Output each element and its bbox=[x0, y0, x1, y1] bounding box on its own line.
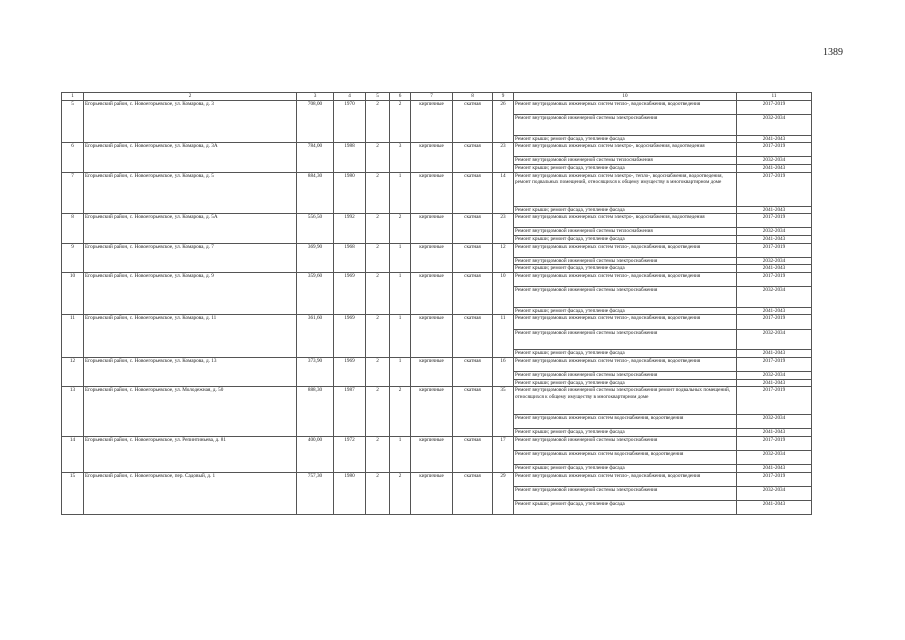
work-period-cell: 2041-2043 bbox=[737, 164, 812, 172]
table-row bbox=[62, 214, 812, 228]
header-cell: 2 bbox=[84, 93, 297, 101]
entrances-cell: 1 bbox=[390, 272, 411, 315]
address-cell: Егорьевский район, с. Новоегорьевское, ул. Репинтиньева, д. 81 bbox=[84, 436, 297, 472]
work-description-cell: Ремонт внутридомовой инженерной системы теплоснабжения bbox=[514, 157, 737, 165]
roof-type-cell: скатная bbox=[453, 358, 493, 387]
count-cell: 29 bbox=[493, 472, 514, 515]
work-period-cell: 2041-2043 bbox=[737, 135, 812, 143]
header-cell: 4 bbox=[334, 93, 366, 101]
row-number: 10 bbox=[62, 272, 84, 315]
work-description-cell: Ремонт внутридомовой инженерной системы электроснабжения bbox=[514, 372, 737, 380]
work-description-cell: Ремонт крыши; ремонт фасада, утепление фасада bbox=[514, 500, 737, 514]
year-cell: 1972 bbox=[334, 436, 366, 472]
table-row bbox=[62, 436, 812, 450]
row-number: 14 bbox=[62, 436, 84, 472]
table-row bbox=[62, 143, 812, 157]
table-row bbox=[62, 315, 812, 329]
area-cell: 757,30 bbox=[297, 472, 334, 515]
work-period-cell: 2017-2019 bbox=[737, 315, 812, 329]
work-period-cell: 2041-2043 bbox=[737, 500, 812, 514]
page-number: 1389 bbox=[823, 47, 843, 58]
entrances-cell: 1 bbox=[390, 358, 411, 387]
work-period-cell: 2041-2043 bbox=[737, 265, 812, 273]
roof-type-cell: скатная bbox=[453, 243, 493, 272]
work-description-cell: Ремонт внутридомовых инженерных систем тепло-, водоснабжения, водоотведения bbox=[514, 315, 737, 329]
work-description-cell: Ремонт внутридомовых инженерных систем электро-, тепло-, водоснабжения, водоотведения, ремонт подвальных помещений, относящихся к общему имуществу в многоквартирном доме bbox=[514, 172, 737, 206]
area-cell: 884,30 bbox=[297, 172, 334, 214]
work-period-cell: 2017-2019 bbox=[737, 172, 812, 206]
header-row bbox=[62, 93, 812, 101]
count-cell: 17 bbox=[493, 436, 514, 472]
header-cell: 5 bbox=[366, 93, 390, 101]
work-description-cell: Ремонт крыши; ремонт фасада, утепление фасада bbox=[514, 206, 737, 214]
work-description-cell: Ремонт крыши; ремонт фасада, утепление фасада bbox=[514, 464, 737, 472]
year-cell: 1969 bbox=[334, 315, 366, 358]
address-cell: Егорьевский район, с. Новоегорьевское, ул. Комарова, д. 3 bbox=[84, 100, 297, 143]
work-description-cell: Ремонт крыши; ремонт фасада, утепление фасада bbox=[514, 135, 737, 143]
work-description-cell: Ремонт крыши; ремонт фасада, утепление фасада bbox=[514, 350, 737, 358]
work-description-cell: Ремонт крыши; ремонт фасада, утепление фасада bbox=[514, 235, 737, 243]
work-period-cell: 2032-2034 bbox=[737, 486, 812, 500]
work-description-cell: Ремонт внутридомовых инженерных систем электро-, водоснабжения, водоотведения bbox=[514, 214, 737, 228]
row-number: 13 bbox=[62, 387, 84, 436]
table-row bbox=[62, 387, 812, 414]
count-cell: 23 bbox=[493, 143, 514, 172]
work-description-cell: Ремонт внутридомовой инженерной системы электроснабжения bbox=[514, 436, 737, 450]
roof-type-cell: скатная bbox=[453, 214, 493, 243]
floors-cell: 2 bbox=[366, 100, 390, 143]
area-cell: 369,90 bbox=[297, 243, 334, 272]
area-cell: 784,00 bbox=[297, 143, 334, 172]
walls-material-cell: кирпичные bbox=[411, 214, 453, 243]
table-row bbox=[62, 272, 812, 286]
area-cell: 556,50 bbox=[297, 214, 334, 243]
work-description-cell: Ремонт крыши; ремонт фасада, утепление фасада bbox=[514, 307, 737, 315]
work-period-cell: 2032-2034 bbox=[737, 450, 812, 464]
work-description-cell: Ремонт внутридомовых инженерных систем электро-, водоснабжения, водоотведения bbox=[514, 143, 737, 157]
roof-type-cell: скатная bbox=[453, 172, 493, 214]
year-cell: 1988 bbox=[334, 143, 366, 172]
work-period-cell: 2041-2043 bbox=[737, 350, 812, 358]
table-row bbox=[62, 243, 812, 257]
walls-material-cell: кирпичные bbox=[411, 436, 453, 472]
entrances-cell: 1 bbox=[390, 243, 411, 272]
row-number: 12 bbox=[62, 358, 84, 387]
address-cell: Егорьевский район, с. Новоегорьевское, ул. Комарова, д. 9 bbox=[84, 272, 297, 315]
work-period-cell: 2032-2034 bbox=[737, 414, 812, 428]
area-cell: 359,60 bbox=[297, 272, 334, 315]
work-period-cell: 2032-2034 bbox=[737, 257, 812, 265]
work-description-cell: Ремонт внутридомовых инженерных систем водоснабжения, водоотведения bbox=[514, 450, 737, 464]
address-cell: Егорьевский район, с. Новоегорьевское, ул. Комарова, д. 7 bbox=[84, 243, 297, 272]
floors-cell: 2 bbox=[366, 214, 390, 243]
row-number: 11 bbox=[62, 315, 84, 358]
work-period-cell: 2041-2043 bbox=[737, 206, 812, 214]
work-description-cell: Ремонт внутридомовых инженерных систем тепло-, водоснабжения, водоотведения bbox=[514, 100, 737, 114]
row-number: 8 bbox=[62, 214, 84, 243]
walls-material-cell: кирпичные bbox=[411, 100, 453, 143]
count-cell: 23 bbox=[493, 214, 514, 243]
work-period-cell: 2017-2019 bbox=[737, 272, 812, 286]
work-period-cell: 2041-2043 bbox=[737, 235, 812, 243]
walls-material-cell: кирпичные bbox=[411, 143, 453, 172]
area-cell: 888,30 bbox=[297, 387, 334, 436]
work-period-cell: 2041-2043 bbox=[737, 464, 812, 472]
floors-cell: 2 bbox=[366, 172, 390, 214]
work-period-cell: 2032-2034 bbox=[737, 372, 812, 380]
work-description-cell: Ремонт крыши; ремонт фасада, утепление фасада bbox=[514, 164, 737, 172]
work-period-cell: 2032-2034 bbox=[737, 329, 812, 350]
row-number: 9 bbox=[62, 243, 84, 272]
work-period-cell: 2017-2019 bbox=[737, 143, 812, 157]
row-number: 5 bbox=[62, 100, 84, 143]
work-description-cell: Ремонт внутридомовых инженерных систем тепло-, водоснабжения, водоотведения bbox=[514, 243, 737, 257]
header-cell: 11 bbox=[737, 93, 812, 101]
address-cell: Егорьевский район, с. Новоегорьевское, ул. Комарова, д. 11 bbox=[84, 315, 297, 358]
header-cell: 6 bbox=[390, 93, 411, 101]
roof-type-cell: скатная bbox=[453, 472, 493, 515]
address-cell: Егорьевский район, с. Новоегорьевское, ул. Комарова, д. 13 bbox=[84, 358, 297, 387]
housing-repair-table bbox=[61, 92, 812, 515]
count-cell: 26 bbox=[493, 100, 514, 143]
roof-type-cell: скатная bbox=[453, 100, 493, 143]
work-period-cell: 2032-2034 bbox=[737, 228, 812, 236]
work-period-cell: 2032-2034 bbox=[737, 157, 812, 165]
work-description-cell: Ремонт внутридомовой инженерной системы электроснабжения bbox=[514, 114, 737, 135]
row-number: 15 bbox=[62, 472, 84, 515]
work-description-cell: Ремонт крыши; ремонт фасада, утепление фасада bbox=[514, 429, 737, 437]
entrances-cell: 3 bbox=[390, 143, 411, 172]
address-cell: Егорьевский район, с. Новоегорьевское, пер. Садовый, д. 1 bbox=[84, 472, 297, 515]
entrances-cell: 1 bbox=[390, 172, 411, 214]
entrances-cell: 2 bbox=[390, 100, 411, 143]
year-cell: 1969 bbox=[334, 358, 366, 387]
work-period-cell: 2017-2019 bbox=[737, 358, 812, 372]
work-period-cell: 2032-2034 bbox=[737, 114, 812, 135]
work-period-cell: 2017-2019 bbox=[737, 436, 812, 450]
entrances-cell: 2 bbox=[390, 387, 411, 436]
header-cell: 7 bbox=[411, 93, 453, 101]
year-cell: 1968 bbox=[334, 243, 366, 272]
table-row bbox=[62, 358, 812, 372]
work-description-cell: Ремонт внутридомовых инженерных систем тепло-, водоснабжения, водоотведения bbox=[514, 272, 737, 286]
floors-cell: 2 bbox=[366, 472, 390, 515]
floors-cell: 2 bbox=[366, 358, 390, 387]
count-cell: 35 bbox=[493, 387, 514, 436]
table-row bbox=[62, 172, 812, 206]
year-cell: 1987 bbox=[334, 387, 366, 436]
roof-type-cell: скатная bbox=[453, 436, 493, 472]
table-body bbox=[62, 93, 812, 515]
row-number: 7 bbox=[62, 172, 84, 214]
work-period-cell: 2041-2043 bbox=[737, 429, 812, 437]
walls-material-cell: кирпичные bbox=[411, 472, 453, 515]
area-cell: 400,00 bbox=[297, 436, 334, 472]
table-row bbox=[62, 472, 812, 486]
roof-type-cell: скатная bbox=[453, 143, 493, 172]
work-description-cell: Ремонт внутридомовой инженерной системы электроснабжения bbox=[514, 257, 737, 265]
address-cell: Егорьевский район, с. Новоегорьевское, ул. Молодежная, д. 50 bbox=[84, 387, 297, 436]
entrances-cell: 2 bbox=[390, 214, 411, 243]
entrances-cell: 1 bbox=[390, 315, 411, 358]
count-cell: 16 bbox=[493, 358, 514, 387]
header-cell: 10 bbox=[514, 93, 737, 101]
count-cell: 11 bbox=[493, 315, 514, 358]
count-cell: 14 bbox=[493, 172, 514, 214]
work-period-cell: 2032-2034 bbox=[737, 287, 812, 308]
walls-material-cell: кирпичные bbox=[411, 387, 453, 436]
work-description-cell: Ремонт внутридомовых инженерных систем тепло-, водоснабжения, водоотведения bbox=[514, 358, 737, 372]
walls-material-cell: кирпичные bbox=[411, 358, 453, 387]
roof-type-cell: скатная bbox=[453, 387, 493, 436]
year-cell: 1980 bbox=[334, 172, 366, 214]
header-cell: 9 bbox=[493, 93, 514, 101]
floors-cell: 2 bbox=[366, 143, 390, 172]
floors-cell: 2 bbox=[366, 243, 390, 272]
work-description-cell: Ремонт внутридомовой инженерной системы электроснабжения bbox=[514, 329, 737, 350]
work-description-cell: Ремонт крыши; ремонт фасада, утепление фасада bbox=[514, 265, 737, 273]
work-period-cell: 2041-2043 bbox=[737, 307, 812, 315]
work-period-cell: 2017-2019 bbox=[737, 100, 812, 114]
floors-cell: 2 bbox=[366, 436, 390, 472]
roof-type-cell: скатная bbox=[453, 272, 493, 315]
work-description-cell: Ремонт внутридомовой инженерной системы электроснабжения bbox=[514, 287, 737, 308]
count-cell: 10 bbox=[493, 272, 514, 315]
area-cell: 708,00 bbox=[297, 100, 334, 143]
walls-material-cell: кирпичные bbox=[411, 272, 453, 315]
roof-type-cell: скатная bbox=[453, 315, 493, 358]
work-description-cell: Ремонт внутридомовой инженерной системы электроснабжения bbox=[514, 486, 737, 500]
floors-cell: 2 bbox=[366, 272, 390, 315]
work-period-cell: 2017-2019 bbox=[737, 387, 812, 414]
address-cell: Егорьевский район, с. Новоегорьевское, ул. Комарова, д. 3А bbox=[84, 143, 297, 172]
year-cell: 1980 bbox=[334, 472, 366, 515]
floors-cell: 2 bbox=[366, 315, 390, 358]
header-cell: 3 bbox=[297, 93, 334, 101]
work-period-cell: 2017-2019 bbox=[737, 214, 812, 228]
walls-material-cell: кирпичные bbox=[411, 315, 453, 358]
walls-material-cell: кирпичные bbox=[411, 172, 453, 214]
row-number: 6 bbox=[62, 143, 84, 172]
address-cell: Егорьевский район, с. Новоегорьевское, ул. Комарова, д. 5А bbox=[84, 214, 297, 243]
address-cell: Егорьевский район, с. Новоегорьевское, ул. Комарова, д. 5 bbox=[84, 172, 297, 214]
work-description-cell: Ремонт внутридомовых инженерных систем тепло-, водоснабжения, водоотведения bbox=[514, 472, 737, 486]
walls-material-cell: кирпичные bbox=[411, 243, 453, 272]
floors-cell: 2 bbox=[366, 387, 390, 436]
entrances-cell: 2 bbox=[390, 472, 411, 515]
work-description-cell: Ремонт внутридомовой инженерной системы электроснабжения ремонт подвальных помещений, относящихся к общему имуществу в многоквартирном доме bbox=[514, 387, 737, 414]
year-cell: 1969 bbox=[334, 272, 366, 315]
work-description-cell: Ремонт крыши; ремонт фасада, утепление фасада bbox=[514, 379, 737, 387]
count-cell: 12 bbox=[493, 243, 514, 272]
work-description-cell: Ремонт внутридомовых инженерных систем водоснабжения, водоотведения bbox=[514, 414, 737, 428]
work-description-cell: Ремонт внутридомовой инженерной системы теплоснабжения bbox=[514, 228, 737, 236]
area-cell: 361,60 bbox=[297, 315, 334, 358]
work-period-cell: 2041-2043 bbox=[737, 379, 812, 387]
year-cell: 1992 bbox=[334, 214, 366, 243]
header-cell: 8 bbox=[453, 93, 493, 101]
header-cell: 1 bbox=[62, 93, 84, 101]
area-cell: 373,90 bbox=[297, 358, 334, 387]
work-period-cell: 2017-2019 bbox=[737, 243, 812, 257]
work-period-cell: 2017-2019 bbox=[737, 472, 812, 486]
year-cell: 1970 bbox=[334, 100, 366, 143]
entrances-cell: 1 bbox=[390, 436, 411, 472]
table-row bbox=[62, 100, 812, 114]
